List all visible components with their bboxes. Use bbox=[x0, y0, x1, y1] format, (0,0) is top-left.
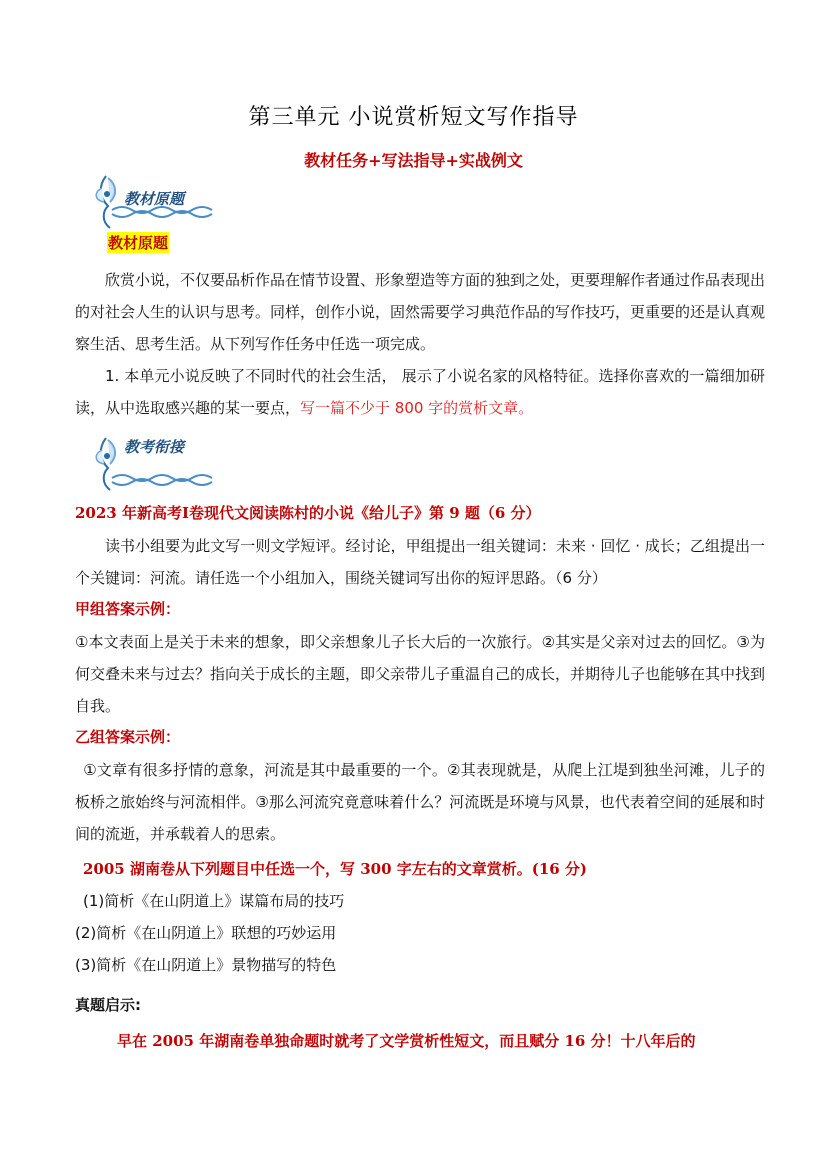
group-a-label: 甲组答案示例： bbox=[75, 600, 181, 618]
task-1-paragraph bbox=[75, 360, 765, 424]
task-1-requirement: 写一篇不少于 800 字的赏析文章。 bbox=[300, 399, 534, 417]
section-banner-textbook bbox=[88, 168, 228, 234]
task-1-text: 1. 本单元小说反映了不同时代的社会生活， 展示了小说名家的风格特征。选择你喜欢的一篇细加研读，从中选取感兴趣的某一要点， bbox=[75, 367, 765, 417]
hunan-item-2: (2)简析《在山阴道上》联想的巧妙运用 bbox=[75, 924, 337, 942]
flower-ornament-icon bbox=[88, 430, 228, 496]
group-b-label: 乙组答案示例： bbox=[75, 728, 181, 746]
section-label-textbook: 教材原题 bbox=[108, 234, 169, 252]
exam-question bbox=[75, 530, 765, 594]
intro-text: 欣赏小说，不仅要品析作品在情节设置、形象塑造等方面的独到之处，更要理解作者通过作品表现出的对社会人生的认识与思考。同样，创作小说，固然需要学习典范作品的写作技巧，更重要的还是认真观察生活、思考生活。从下列写作任务中任选一项完成。 bbox=[75, 271, 766, 353]
hunan-item-1: (1)简析《在山阴道上》谋篇布局的技巧 bbox=[83, 892, 345, 910]
intro-paragraph bbox=[75, 264, 765, 360]
page-subtitle: 教材任务+写法指导+实战例文 bbox=[304, 151, 523, 170]
group-b-answer bbox=[75, 754, 765, 850]
section-banner-exam bbox=[88, 430, 228, 496]
svg-text:教考衔接: 教考衔接 bbox=[124, 438, 185, 456]
page-title: 第三单元 小说赏析短文写作指导 bbox=[248, 105, 579, 130]
insight-text: 早在 2005 年湖南卷单独命题时就考了文学赏析性短文，而且赋分 16 分！十八年后的 bbox=[117, 1032, 696, 1050]
svg-text:教材原题: 教材原题 bbox=[124, 190, 185, 208]
group-a-answer: ①本文表面上是关于未来的想象，即父亲想象儿子长大后的一次旅行。②其实是父亲对过去的回忆。③为何交叠未来与过去？指向关于成长的主题，即父亲带儿子重温自己的成长，并期待儿子也能够在其中找到自我。 bbox=[75, 633, 766, 715]
flower-ornament-icon bbox=[88, 168, 228, 234]
group-b-text: ①文章有很多抒情的意象，河流是其中最重要的一个。②其表现就是，从爬上江堤到独坐河滩，儿子的板桥之旅始终与河流相伴。③那么河流究竟意味着什么？河流既是环境与风景，也代表着空间的延展和时间的流逝，并承载着人的思索。 bbox=[75, 761, 765, 843]
insight-label: 真题启示: bbox=[75, 996, 141, 1014]
hunan-heading: 2005 湖南卷从下列题目中任选一个，写 300 字左右的文章赏析。(16 分) bbox=[83, 860, 588, 878]
hunan-item-3: (3)简析《在山阴道上》景物描写的特色 bbox=[75, 956, 337, 974]
exam-question-text: 读书小组要为此文写一则文学短评。经讨论，甲组提出一组关键词：未来 · 回忆 · 成长；乙组提出一个关键词：河流。请任选一个小组加入，围绕关键词写出你的短评思路。（6 分） bbox=[75, 537, 765, 587]
exam-heading: 2023 年新高考Ⅰ卷现代文阅读陈村的小说《给儿子》第 9 题（6 分） bbox=[75, 504, 541, 522]
